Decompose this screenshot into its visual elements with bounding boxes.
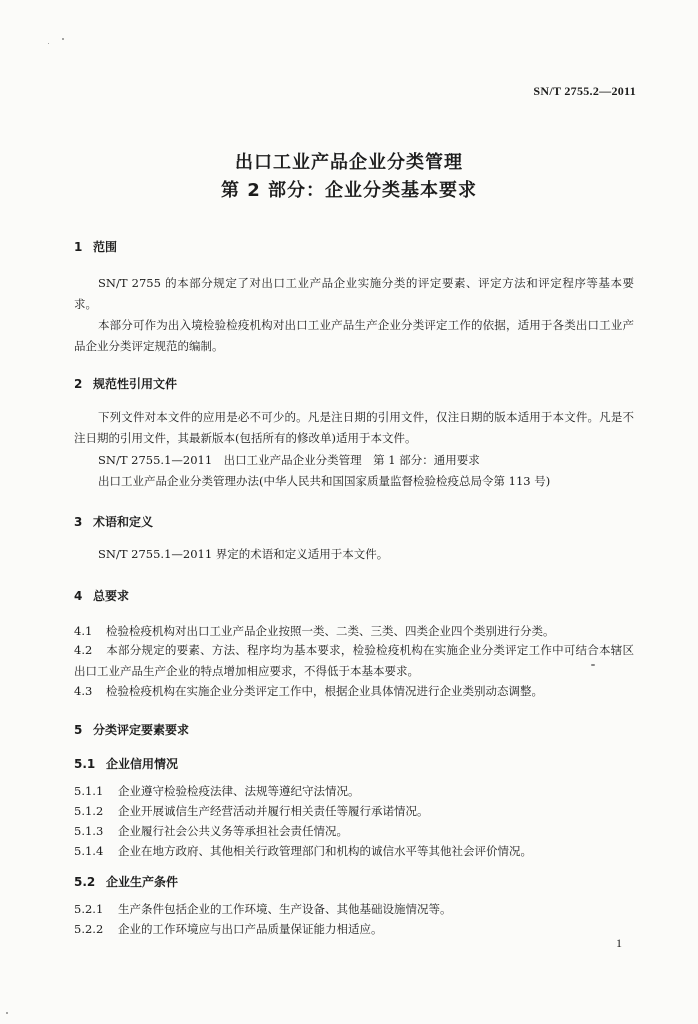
section-number: 2 xyxy=(74,377,83,391)
clause-text: 企业在地方政府、其他相关行政管理部门和机构的诚信水平等其他社会评价情况。 xyxy=(118,844,532,858)
section-title: 术语和定义 xyxy=(93,515,154,529)
clause-text: 生产条件包括企业的工作环境、生产设备、其他基础设施情况等。 xyxy=(118,902,452,916)
clause-4-2 xyxy=(74,640,634,682)
clause-number: 5.1.2 xyxy=(74,804,104,818)
section-heading-2 xyxy=(74,375,177,392)
section-number: 5 xyxy=(74,723,83,737)
scan-speck xyxy=(6,1012,8,1014)
clause-5-1-2 xyxy=(74,803,429,819)
clause-number: 5.2.1 xyxy=(74,902,104,916)
clause-text: 企业遵守检验检疫法律、法规等遵纪守法情况。 xyxy=(118,784,360,798)
clause-4-1 xyxy=(74,623,555,639)
subsection-heading-5-1 xyxy=(74,755,178,772)
paragraph: SN/T 2755 的本部分规定了对出口工业产品企业实施分类的评定要素、评定方法和评定程序等基本要求。 xyxy=(74,276,634,311)
clause-number: 5.1.4 xyxy=(74,844,104,858)
section-heading-5 xyxy=(74,721,189,738)
clause-number: 5.1.3 xyxy=(74,824,104,838)
subsection-title: 企业生产条件 xyxy=(106,875,179,889)
normative-reference: SN/T 2755.1—2011 出口工业产品企业分类管理 第 1 部分：通用要求 xyxy=(98,453,480,467)
section-number: 1 xyxy=(74,240,83,254)
clause-text: 本部分规定的要素、方法、程序均为基本要求，检验检疫机构在实施企业分类评定工作中可结合本辖区出口工业产品生产企业的特点增加相应要求，不得低于本基本要求。 xyxy=(74,643,634,678)
section-title: 范围 xyxy=(93,240,118,254)
section-number: 4 xyxy=(74,589,83,603)
clause-number: 4.2 xyxy=(74,643,93,657)
section-heading-1 xyxy=(74,238,117,255)
subsection-number: 5.2 xyxy=(74,875,96,889)
clause-text: 企业开展诚信生产经营活动并履行相关责任等履行承诺情况。 xyxy=(118,804,429,818)
clause-5-2-1 xyxy=(74,901,452,917)
paragraph: SN/T 2755.1—2011 界定的术语和定义适用于本文件。 xyxy=(98,547,389,561)
section-heading-4 xyxy=(74,587,129,604)
clause-5-1-3 xyxy=(74,823,348,839)
clause-4-3 xyxy=(74,683,543,699)
clause-text: 企业履行社会公共义务等承担社会责任情况。 xyxy=(118,824,348,838)
page-number: 1 xyxy=(616,936,622,950)
clause-text: 企业的工作环境应与出口产品质量保证能力相适应。 xyxy=(118,922,383,936)
section-number: 3 xyxy=(74,515,83,529)
clause-text: 检验检疫机构对出口工业产品企业按照一类、二类、三类、四类企业四个类别进行分类。 xyxy=(106,624,555,638)
paragraph: 下列文件对本文件的应用是必不可少的。凡是注日期的引用文件，仅注日期的版本适用于本文件。凡是不注日期的引用文件，其最新版本(包括所有的修改单)适用于本文件。 xyxy=(74,410,634,445)
document-title: 出口工业产品企业分类管理 xyxy=(235,152,463,173)
clause-5-1-1 xyxy=(74,783,360,799)
clause-5-2-2 xyxy=(74,921,383,937)
section-title: 分类评定要素要求 xyxy=(93,723,190,737)
section-heading-3 xyxy=(74,513,153,530)
section-title: 规范性引用文件 xyxy=(93,377,178,391)
standard-number: SN/T 2755.2—2011 xyxy=(533,84,636,98)
paragraph: 本部分可作为出入境检验检疫机构对出口工业产品生产企业分类评定工作的依据，适用于各类出口工业产品企业分类评定规范的编制。 xyxy=(74,318,634,353)
clause-number: 4.3 xyxy=(74,684,93,698)
subsection-title: 企业信用情况 xyxy=(106,757,179,771)
normative-reference: 出口工业产品企业分类管理办法(中华人民共和国国家质量监督检验检疫总局令第 113 号) xyxy=(98,474,551,488)
section-title: 总要求 xyxy=(93,589,130,603)
clause-5-1-4 xyxy=(74,843,532,859)
clause-number: 4.1 xyxy=(74,624,93,638)
subsection-heading-5-2 xyxy=(74,873,178,890)
clause-text: 检验检疫机构在实施企业分类评定工作中，根据企业具体情况进行企业类别动态调整。 xyxy=(106,684,543,698)
scan-speck xyxy=(62,38,64,40)
subsection-number: 5.1 xyxy=(74,757,96,771)
scan-speck xyxy=(48,43,49,44)
clause-number: 5.2.2 xyxy=(74,922,104,936)
document-subtitle: 第 2 部分：企业分类基本要求 xyxy=(220,180,478,201)
clause-number: 5.1.1 xyxy=(74,784,104,798)
